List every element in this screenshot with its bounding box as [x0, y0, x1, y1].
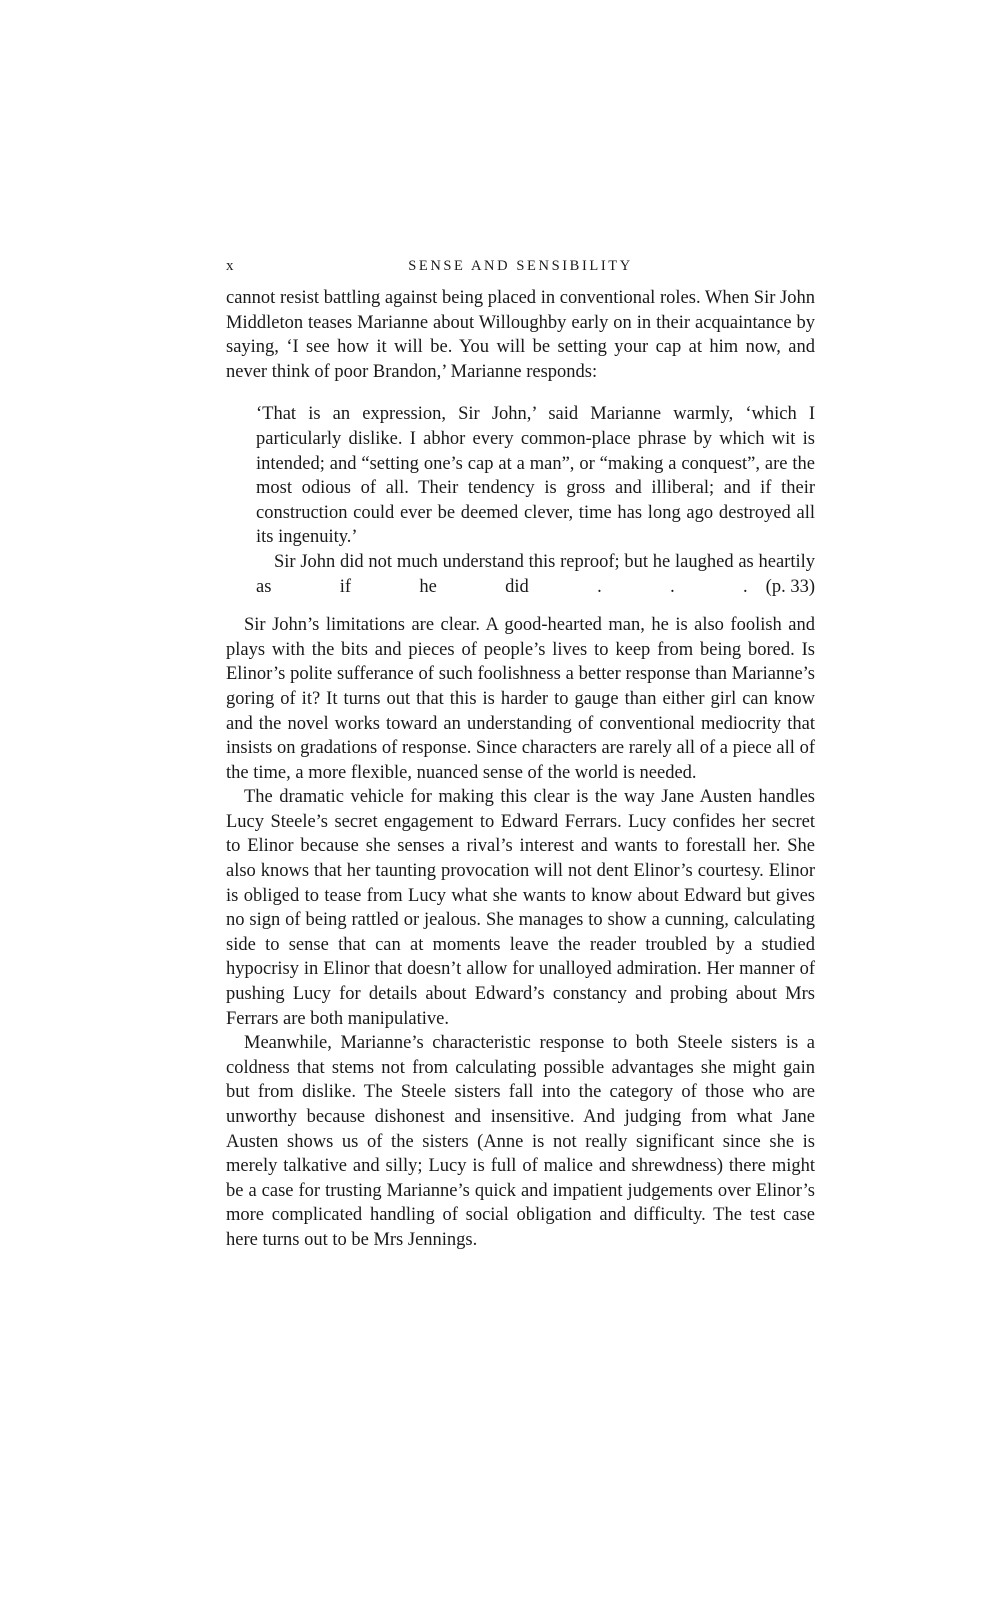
quotation-paragraph-2-text: Sir John did not much understand this reproof; but he laughed as heartily as if he did . . .: [256, 551, 815, 597]
quotation-paragraph-1: ‘That is an expression, Sir John,’ said Marianne warmly, ‘which I particularly dislike. I abhor every common-place phrase by which wit is intended; and “setting one’s cap at a man”, or “making a conquest”, are the most odious of all. Their tendency is gross and illiberal; and if their construction could ever be deemed clever, time has long ago destroyed all its ingenuity.’: [256, 404, 815, 548]
body-paragraph-3: The dramatic vehicle for making this clear is the way Jane Austen handles Lucy Steele’s secret engagement to Edward Ferrars. Lucy confides her secret to Elinor because she senses a rival’s interest and wants to forestall her. She also knows that her taunting provocation will not dent Elinor’s courtesy. Elinor is obliged to tease from Lucy what she wants to know about Edward but gives no sign of being rattled or jealous. She manages to show a cunning, calculating side to sense that can at moments leave the reader troubled by a studied hypocrisy in Elinor that doesn’t allow for unalloyed admiration. Her manner of pushing Lucy for details about Edward’s constancy and probing about Mrs Ferrars are both manipulative.: [226, 787, 815, 1029]
running-head: [226, 258, 815, 280]
page-reference: (p. 33): [765, 576, 815, 597]
body-paragraph-1: cannot resist battling against being placed in conventional roles. When Sir John Middleton teases Marianne about Willoughby early on in their acquaintance by saying, ‘I see how it will be. You will be setting your cap at him now, and never think of poor Brandon,’ Marianne responds:: [226, 288, 815, 382]
book-page: [226, 258, 815, 1253]
block-quotation: [256, 402, 815, 599]
body-paragraph-2: Sir John’s limitations are clear. A good-hearted man, he is also foolish and plays with the bits and pieces of people’s lives to keep from being bored. Is Elinor’s polite sufferance of such foolishness a better response than Marianne’s goring of it? It turns out that this is harder to gauge than either girl can know and the novel works toward an understanding of conventional mediocrity that insists on gradations of response. Since characters are rarely all of a piece all of the time, a more flexible, nuanced sense of the world is needed.: [226, 615, 815, 783]
page-number: x: [226, 258, 234, 274]
running-title: SENSE AND SENSIBILITY: [408, 258, 633, 274]
quotation-paragraph-2: [256, 550, 815, 599]
body-paragraph-4: Meanwhile, Marianne’s characteristic response to both Steele sisters is a coldness that stems not from calculating possible advantages she might gain but from dislike. The Steele sisters fall into the category of those who are unworthy because dishonest and insensitive. And judging from what Jane Austen shows us of the sisters (Anne is not really significant since she is merely talkative and silly; Lucy is full of malice and shrewdness) there might be a case for trusting Marianne’s quick and impatient judgements over Elinor’s more complicated handling of social obligation and difficulty. The test case here turns out to be Mrs Jennings.: [226, 1033, 815, 1250]
